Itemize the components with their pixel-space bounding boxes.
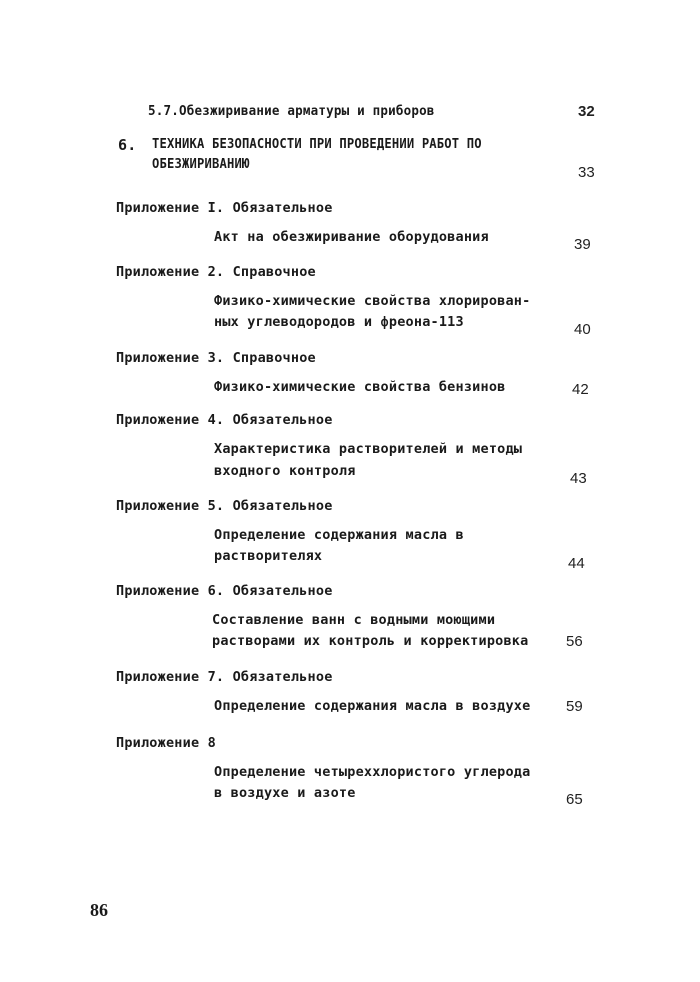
appendix-title-line: Составление ванн с водными моющими <box>212 612 496 628</box>
toc-page-number: 43 <box>570 470 587 487</box>
appendix-title-line: растворителях <box>214 548 323 564</box>
appendix-title-line: Акт на обезжиривание оборудования <box>214 229 489 245</box>
toc-page-number: 40 <box>574 321 591 338</box>
toc-page-number: 39 <box>574 236 591 253</box>
appendix-heading: Приложение 4. Обязательное <box>116 412 333 428</box>
toc-section-title-line1: ТЕХНИКА БЕЗОПАСНОСТИ ПРИ ПРОВЕДЕНИИ РАБОТ ПО <box>152 136 482 152</box>
appendix-title-line: в воздухе и азоте <box>214 785 356 801</box>
appendix-title-line: Определение содержания масла в <box>214 527 464 543</box>
appendix-title-line: Физико-химические свойства бензинов <box>214 379 506 395</box>
toc-page-number: 32 <box>578 103 595 120</box>
appendix-title-line: растворами их контроль и корректировка <box>212 633 529 649</box>
toc-page-number: 56 <box>566 633 583 650</box>
toc-page-number: 42 <box>572 381 589 398</box>
appendix-heading: Приложение 2. Справочное <box>116 264 316 280</box>
toc-page-number: 65 <box>566 791 583 808</box>
appendix-title-line: Характеристика растворителей и методы <box>214 441 523 457</box>
folio-page-number: 86 <box>90 900 108 920</box>
toc-page-number: 59 <box>566 698 583 715</box>
appendix-title-line: Физико-химические свойства хлорирован- <box>214 293 531 309</box>
appendix-heading: Приложение 5. Обязательное <box>116 498 333 514</box>
appendix-heading: Приложение 3. Справочное <box>116 350 316 366</box>
appendix-title-line: Определение четыреххлористого углерода <box>214 764 531 780</box>
appendix-heading: Приложение 7. Обязательное <box>116 669 333 685</box>
toc-section-number: 6. <box>118 136 137 154</box>
appendix-heading: Приложение 8 <box>116 735 216 751</box>
appendix-heading: Приложение I. Обязательное <box>116 200 333 216</box>
appendix-title-line: входного контроля <box>214 463 356 479</box>
toc-section-title-line2: ОБЕЗЖИРИВАНИЮ <box>152 156 250 172</box>
toc-entry-5-7: 5.7.Обезжиривание арматуры и приборов <box>148 103 435 119</box>
appendix-heading: Приложение 6. Обязательное <box>116 583 333 599</box>
appendix-title-line: ных углеводородов и фреона-113 <box>214 314 464 330</box>
appendix-title-line: Определение содержания масла в воздухе <box>214 698 531 714</box>
toc-page-number: 33 <box>578 164 595 181</box>
toc-page-number: 44 <box>568 555 585 572</box>
